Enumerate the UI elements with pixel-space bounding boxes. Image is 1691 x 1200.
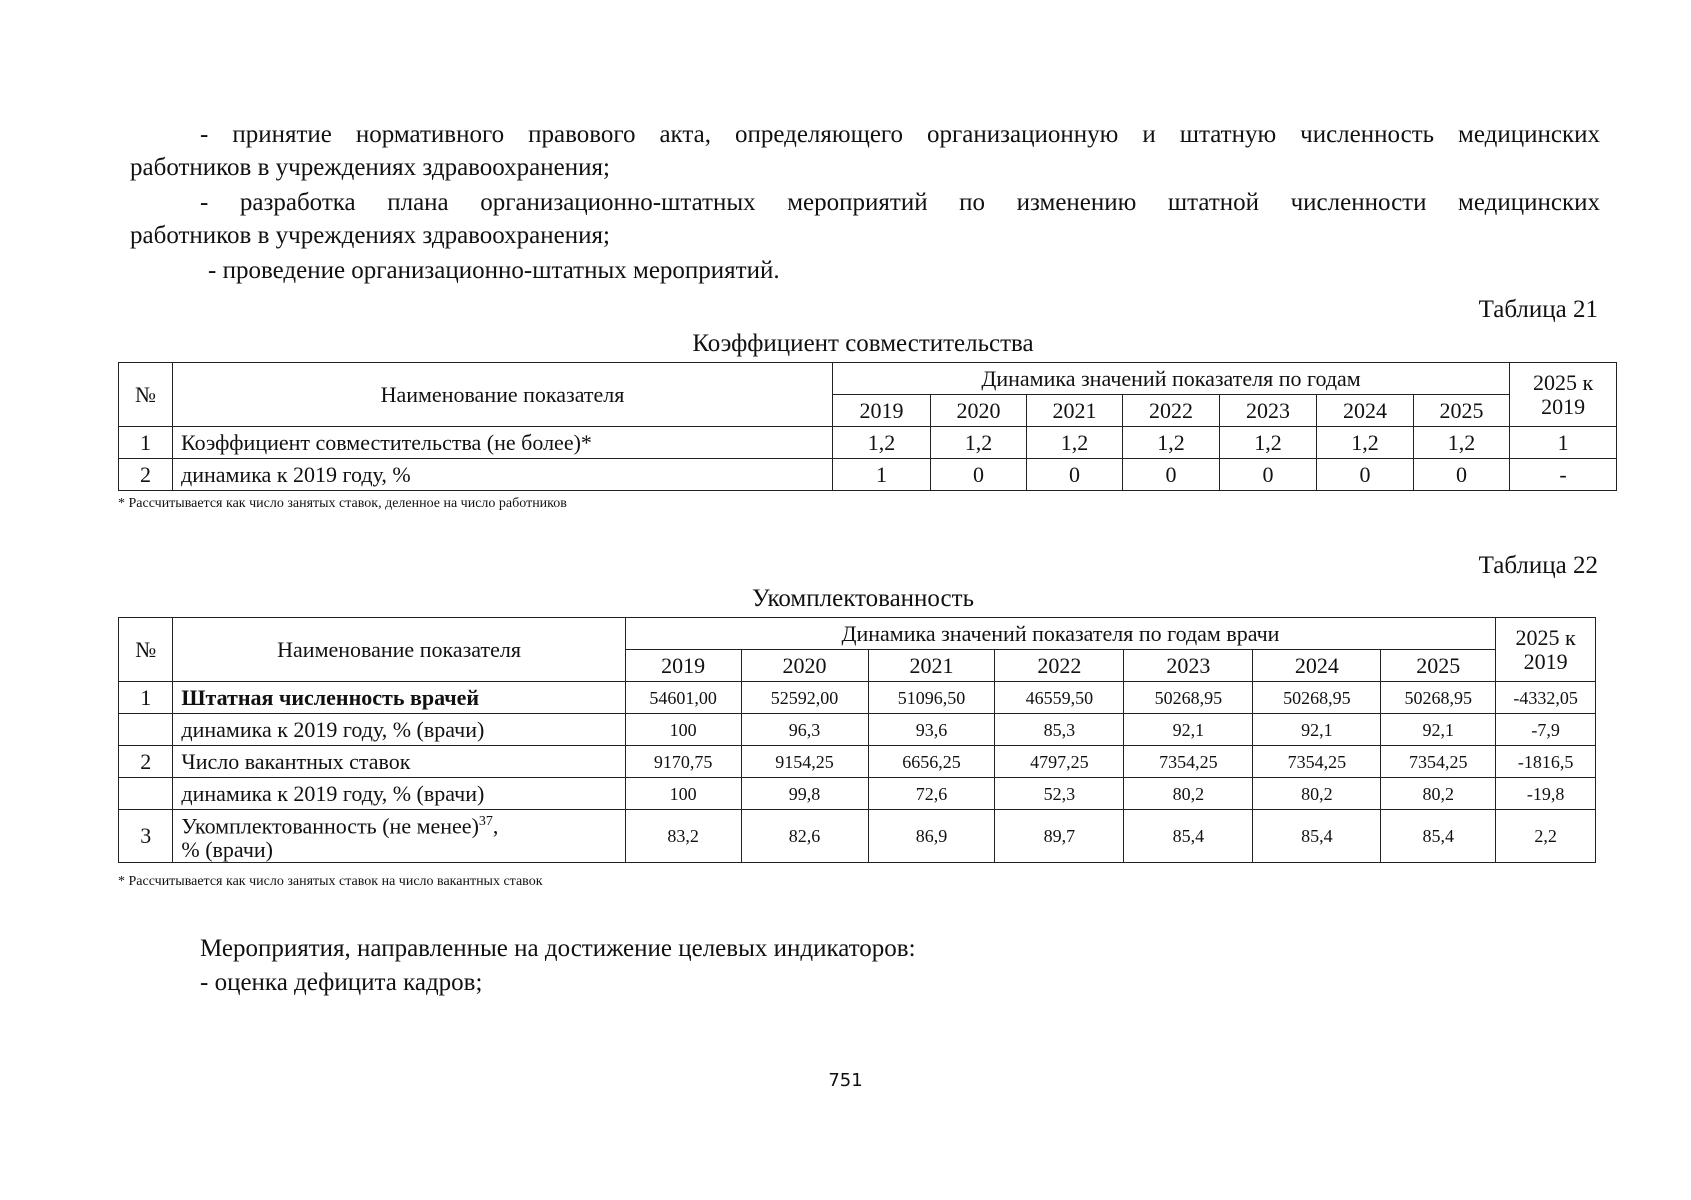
row-last: -7,9	[1496, 714, 1596, 746]
row-value: 7354,25	[1381, 746, 1496, 778]
header-year: 2023	[1124, 650, 1253, 682]
header-year: 2021	[868, 650, 995, 682]
row-value: 1,2	[1220, 427, 1317, 459]
row-value: 80,2	[1124, 778, 1253, 810]
table-22-footnote: * Рассчитывается как число занятых ставок на число вакантных ставок	[118, 874, 543, 889]
outro-line-1: Мероприятия, направленные на достижение целевых индикаторов:	[200, 935, 916, 962]
row-name: Укомплектованность (не менее)$^{37}$, % (врачи)	[173, 810, 625, 863]
header-year: 2024	[1317, 395, 1414, 427]
row-value: 50268,95	[1124, 682, 1253, 714]
row-value: 100	[625, 714, 741, 746]
row-name: динамика к 2019 году, % (врачи)	[173, 778, 625, 810]
row-value: 1,2	[1123, 427, 1220, 459]
table-row	[119, 714, 1596, 746]
row-value: 9170,75	[625, 746, 741, 778]
row-value: 51096,50	[868, 682, 995, 714]
row-value: 50268,95	[1253, 682, 1381, 714]
header-number: №	[119, 363, 173, 427]
row-value: 1,2	[1027, 427, 1123, 459]
row-value: 85,4	[1253, 810, 1381, 863]
header-name: Наименование показателя	[173, 618, 625, 682]
row-value: 52,3	[995, 778, 1124, 810]
row-value: 96,3	[741, 714, 868, 746]
row-value: 7354,25	[1124, 746, 1253, 778]
table-21-title: Коэффициент совместительства	[692, 330, 1034, 357]
header-year: 2019	[833, 395, 931, 427]
table-row	[119, 682, 1596, 714]
row-value: 85,3	[995, 714, 1124, 746]
table-22-title: Укомплектованность	[752, 585, 974, 612]
row-name: динамика к 2019 году, % (врачи)	[173, 714, 625, 746]
row-value: 100	[625, 778, 741, 810]
table-row	[119, 778, 1596, 810]
row-value: 0	[1220, 459, 1317, 491]
row-value: 1,2	[833, 427, 931, 459]
row-value: 1,2	[1317, 427, 1414, 459]
page-number: 751	[828, 1070, 863, 1091]
bullet-2-line-2: работников в учреждениях здравоохранения;	[130, 222, 610, 249]
row-name: Коэффициент совместительства (не более)*	[173, 427, 833, 459]
row-value: 92,1	[1381, 714, 1496, 746]
row-last: -19,8	[1496, 778, 1596, 810]
row-name: динамика к 2019 году, %	[173, 459, 833, 491]
row-value: 0	[1414, 459, 1510, 491]
header-year: 2025	[1381, 650, 1496, 682]
header-year: 2025	[1414, 395, 1510, 427]
row-number	[119, 714, 173, 746]
table-21	[118, 362, 1617, 491]
row-value: 1,2	[931, 427, 1027, 459]
row-number: 3	[119, 810, 173, 863]
row-value: 99,8	[741, 778, 868, 810]
outro-line-2: - оценка дефицита кадров;	[200, 969, 483, 996]
table-21-number: Таблица 21	[1478, 296, 1598, 323]
row-value: 82,6	[741, 810, 868, 863]
row-value: 72,6	[868, 778, 995, 810]
table-22-header-row-1	[119, 618, 1596, 650]
row-number: 1	[119, 427, 173, 459]
header-2025-vs-2019: 2025 к 2019	[1496, 618, 1596, 682]
row-number: 1	[119, 682, 173, 714]
header-year: 2021	[1027, 395, 1123, 427]
header-year: 2024	[1253, 650, 1381, 682]
row-last: -1816,5	[1496, 746, 1596, 778]
row-name: Штатная численность врачей	[173, 682, 625, 714]
row-value: 9154,25	[741, 746, 868, 778]
row-value: 0	[1317, 459, 1414, 491]
bullet-1-line-1: - принятие нормативного правового акта, определяющего организационную и штатную численность медицинских	[200, 121, 1600, 148]
header-year: 2019	[625, 650, 741, 682]
row-name: Число вакантных ставок	[173, 746, 625, 778]
bullet-3: - проведение организационно-штатных мероприятий.	[208, 257, 780, 284]
header-name: Наименование показателя	[173, 363, 833, 427]
row-value: 6656,25	[868, 746, 995, 778]
row-value: 0	[1123, 459, 1220, 491]
row-number: 2	[119, 459, 173, 491]
row-value: 86,9	[868, 810, 995, 863]
row-value: 80,2	[1253, 778, 1381, 810]
row-value: 1,2	[1414, 427, 1510, 459]
row-last: -4332,05	[1496, 682, 1596, 714]
row-last: -	[1510, 459, 1617, 491]
row-value: 80,2	[1381, 778, 1496, 810]
table-22	[118, 617, 1596, 863]
row-value: 93,6	[868, 714, 995, 746]
header-year: 2022	[1123, 395, 1220, 427]
row-value: 4797,25	[995, 746, 1124, 778]
row-value: 89,7	[995, 810, 1124, 863]
table-row	[119, 810, 1596, 863]
row-value: 92,1	[1124, 714, 1253, 746]
row-value: 46559,50	[995, 682, 1124, 714]
header-year: 2020	[931, 395, 1027, 427]
row-last: 2,2	[1496, 810, 1596, 863]
row-value: 7354,25	[1253, 746, 1381, 778]
table-row	[119, 746, 1596, 778]
bullet-1-line-2: работников в учреждениях здравоохранения;	[130, 154, 610, 181]
table-21-footnote: * Рассчитывается как число занятых ставок, деленное на число работников	[118, 496, 567, 511]
row-number	[119, 778, 173, 810]
row-value: 85,4	[1381, 810, 1496, 863]
header-year: 2023	[1220, 395, 1317, 427]
table-21-header-row-1	[119, 363, 1617, 395]
table-row	[119, 427, 1617, 459]
header-year: 2022	[995, 650, 1124, 682]
header-2025-vs-2019: 2025 к 2019	[1510, 363, 1617, 427]
row-value: 0	[1027, 459, 1123, 491]
row-value: 83,2	[625, 810, 741, 863]
row-value: 54601,00	[625, 682, 741, 714]
row-value: 50268,95	[1381, 682, 1496, 714]
row-last: 1	[1510, 427, 1617, 459]
header-dynamics: Динамика значений показателя по годам	[833, 363, 1510, 395]
bullet-2-line-1: - разработка плана организационно-штатных мероприятий по изменению штатной численности медицинских	[200, 189, 1600, 216]
header-year: 2020	[741, 650, 868, 682]
header-dynamics: Динамика значений показателя по годам врачи	[625, 618, 1495, 650]
row-number: 2	[119, 746, 173, 778]
table-22-number: Таблица 22	[1478, 552, 1598, 579]
header-number: №	[119, 618, 173, 682]
row-value: 1	[833, 459, 931, 491]
row-value: 92,1	[1253, 714, 1381, 746]
row-value: 85,4	[1124, 810, 1253, 863]
table-row	[119, 459, 1617, 491]
row-value: 52592,00	[741, 682, 868, 714]
row-value: 0	[931, 459, 1027, 491]
